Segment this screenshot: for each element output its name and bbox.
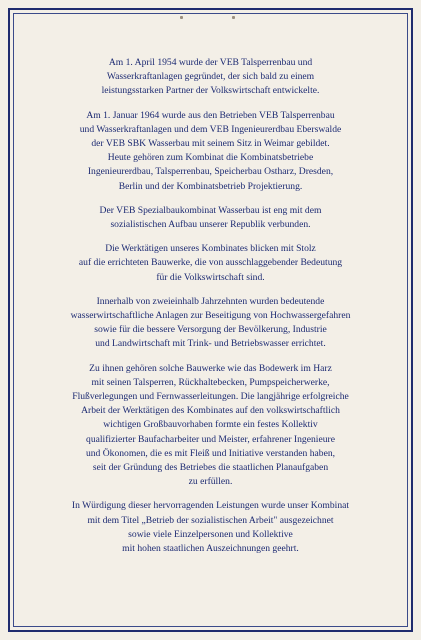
text-line: mit seinen Talsperren, Rückhaltebecken, Pumpspeicherwerke, (91, 376, 330, 388)
paragraph (22, 295, 399, 352)
paragraph (22, 56, 399, 99)
text-line: Der VEB Spezialbaukombinat Wasserbau ist eng mit dem (99, 204, 322, 216)
text-line: zu erfüllen. (188, 476, 233, 488)
text-line: Heute gehören zum Kombinat die Kombinatsbetriebe (107, 152, 314, 164)
text-line: auf die errichteten Bauwerke, die von ausschlaggebender Bedeutung (78, 257, 343, 269)
text-line: seit der Gründung des Betriebes die staatlichen Planaufgaben (92, 462, 329, 474)
text-line: Am 1. April 1954 wurde der VEB Talsperrenbau und (108, 57, 313, 68)
text-line: qualifizierter Baufacharbeiter und Meister, erfahrener Ingenieure (86, 433, 335, 445)
document-text (22, 56, 399, 566)
text-line: und Wasserkraftanlagen und dem VEB Ingenieurerdbau Eberswalde (79, 123, 342, 135)
text-line: Am 1. Januar 1964 wurde aus den Betrieben VEB Talsperrenbau (86, 109, 335, 121)
text-line: Innerhalb von zweieinhalb Jahrzehnten wurden bedeutende (96, 295, 325, 307)
text-line: und Landwirtschaft mit Trink- und Betriebswasser errichtet. (95, 338, 326, 350)
text-line: für die Volkswirtschaft sind. (156, 271, 265, 283)
text-line: und Ökonomen, die es mit Fleiß und Initiative verstanden haben, (85, 447, 336, 459)
text-line: leistungsstarken Partner der Volkswirtschaft entwickelte. (101, 85, 320, 97)
text-line: sowie viele Einzelpersonen und Kollektive (128, 528, 293, 540)
paper-speck (180, 16, 183, 19)
paper-speck (232, 16, 235, 19)
paragraph (22, 204, 399, 232)
text-line: Flußverlegungen und Fernwasserleitungen. Die langjährige erfolgreiche (72, 391, 349, 403)
text-line: wichtigen Großbauvorhaben formte ein festes Kollektiv (103, 419, 318, 431)
text-line: mit hohen staatlichen Auszeichnungen geehrt. (122, 543, 299, 555)
text-line: sowie für die bessere Versorgung der Bevölkerung, Industrie (94, 324, 327, 336)
text-line: Die Werktätigen unseres Kombinates blicken mit Stolz (105, 243, 316, 255)
paragraph (22, 499, 399, 556)
text-line: Berlin und der Kombinatsbetrieb Projektierung. (118, 180, 303, 192)
text-line: Ingenieurerdbau, Talsperrenbau, Speicherbau Ostharz, Dresden, (87, 166, 334, 178)
paragraph (22, 362, 399, 490)
text-line: Zu ihnen gehören solche Bauwerke wie das Bodewerk im Harz (89, 362, 332, 374)
text-line: sozialistischen Aufbau unserer Republik verbunden. (110, 219, 311, 231)
paragraph (22, 242, 399, 285)
text-line: Wasserkraftanlagen gegründet, der sich bald zu einem (106, 71, 315, 83)
text-line: Arbeit der Werktätigen des Kombinates auf den volkswirtschaftlich (81, 405, 340, 417)
text-line: wasserwirtschaftliche Anlagen zur Beseitigung von Hochwassergefahren (70, 310, 351, 322)
paragraph (22, 109, 399, 194)
text-line: mit dem Titel „Betrieb der sozialistischen Arbeit" ausgezeichnet (87, 514, 334, 526)
text-line: der VEB SBK Wasserbau mit seinem Sitz in Weimar gebildet. (91, 138, 330, 150)
text-line: In Würdigung dieser hervorragenden Leistungen wurde unser Kombinat (71, 500, 350, 512)
